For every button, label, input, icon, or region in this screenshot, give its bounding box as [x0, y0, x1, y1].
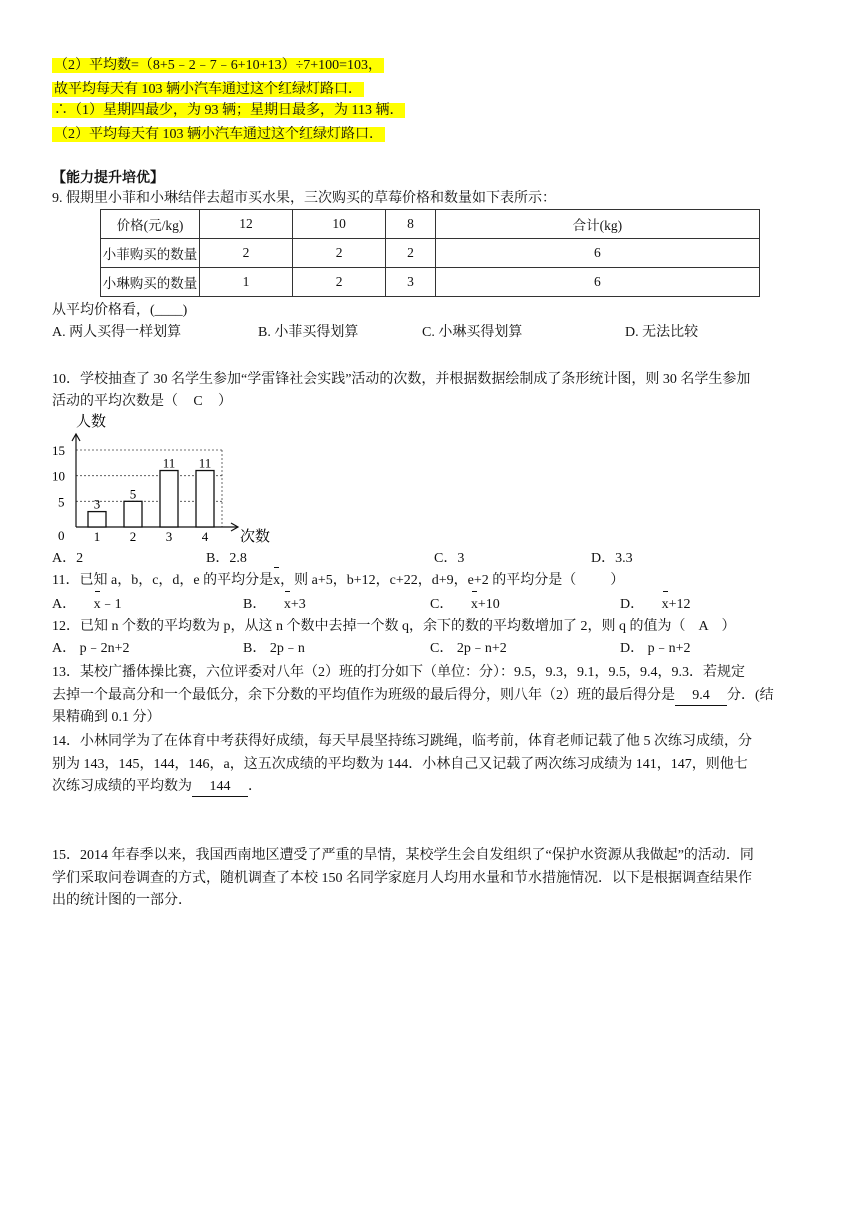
table-cell: 小菲购买的数量: [101, 239, 200, 268]
q11-option-a: A． x﹣1: [52, 597, 122, 612]
x-tick-label: 2: [129, 529, 137, 544]
table-cell: 3: [386, 268, 436, 297]
q14-line-1: 14．小林同学为了在体育中考获得好成绩，每天早晨坚持练习跳绳，临考前，体育老师记载了他 5 次练习成绩，分: [52, 734, 752, 749]
x-bar-symbol: x: [273, 573, 281, 588]
q13-line-2: 去掉一个最高分和一个最低分，余下分数的平均值作为班级的最后得分，则八年（2）班的最后得分是 9.4 分．(结: [52, 687, 774, 706]
answer-line-2: 故平均每天有 103 辆小汽车通过这个红绿灯路口．: [54, 82, 362, 97]
q13-answer-blank: 9.4: [675, 687, 727, 706]
q9-option-d: D. 无法比较: [625, 325, 699, 340]
y-tick-label: 0: [58, 528, 65, 543]
q12-answer: A: [698, 619, 709, 634]
y-tick-label: 15: [52, 443, 65, 458]
q14-answer-blank: 144: [192, 778, 248, 797]
y-tick-label: 5: [58, 494, 65, 510]
table-cell: 8: [386, 210, 436, 239]
x-axis-label: 次数: [240, 529, 271, 545]
q11-option-b: B． x+3: [243, 597, 306, 612]
q12-option-a: A． p﹣2n+2: [52, 641, 130, 656]
table-header-row: [101, 210, 760, 239]
q9-option-a: A. 两人买得一样划算: [52, 325, 182, 340]
x-bar-symbol: x: [283, 597, 291, 612]
chart-bars: [88, 456, 214, 544]
q10-stem-line-1: 10．学校抽查了 30 名学生参加“学雷锋社会实践”活动的次数，并根据数据绘制成了条形统计图，则 30 名学生参加: [52, 372, 751, 387]
table-cell: 2: [200, 239, 293, 268]
q11-option-c: C． x+10: [430, 597, 500, 612]
bar: [160, 471, 178, 527]
x-bar-symbol: x: [470, 597, 478, 612]
bar-value-label: 11: [198, 455, 212, 471]
table-cell: 6: [435, 268, 759, 297]
q15-line-3: 出的统计图的一部分．: [52, 893, 192, 908]
y-tick-label: 10: [52, 468, 65, 484]
table-cell: 小琳购买的数量: [101, 268, 200, 297]
table-row: [101, 239, 760, 268]
q12-stem: 12．已知 n 个数的平均数为 p，从这 n 个数中去掉一个数 q，余下的数的平均数增加了 2，则 q 的值为（ A ）: [52, 619, 736, 634]
q13-line-1: 13．某校广播体操比赛，六位评委对八年（2）班的打分如下（单位：分）：9.5，9.3，9.1，9.5，9.4，9.3．若规定: [52, 665, 745, 680]
q10-answer: C: [193, 394, 203, 409]
q15-line-1: 15．2014 年春季以来，我国西南地区遭受了严重的旱情，某校学生会自发组织了“保护水资源从我做起”的活动．同: [52, 848, 754, 863]
table-row: [101, 268, 760, 297]
q10-option-c: C．3: [434, 551, 465, 566]
q9-question: 从平均价格看，(____): [52, 303, 188, 318]
x-tick-label: 3: [165, 529, 173, 544]
table-cell: 2: [386, 239, 436, 268]
table-cell: 6: [435, 239, 759, 268]
q10-option-a: A．2: [52, 551, 84, 566]
q9-price-table: [100, 209, 760, 297]
bar: [88, 512, 106, 527]
q13-line-3: 果精确到 0.1 分）: [52, 710, 161, 725]
table-cell: 合计(kg): [435, 210, 759, 239]
table-cell: 10: [293, 210, 386, 239]
bar-value-label: 3: [93, 496, 101, 512]
q14-line-3: 次练习成绩的平均数为 144 ．: [52, 778, 262, 797]
table-cell: 12: [200, 210, 293, 239]
q12-option-d: D． p﹣n+2: [620, 641, 691, 656]
x-bar-symbol: x: [93, 597, 101, 612]
x-tick-label: 1: [93, 529, 101, 544]
table-cell: 价格(元/kg): [101, 210, 200, 239]
q10-option-d: D．3.3: [591, 551, 633, 566]
answer-line-4: （2）平均每天有 103 辆小汽车通过这个红绿灯路口．: [54, 127, 383, 142]
q11-option-d: D． x+12: [620, 597, 691, 612]
table-cell: 2: [293, 239, 386, 268]
q12-option-c: C． 2p﹣n+2: [430, 641, 507, 656]
x-tick-label: 4: [201, 529, 209, 544]
table-cell: 2: [293, 268, 386, 297]
q14-line-2: 别为 143，145，144，146，a，这五次成绩的平均数为 144．小林自己又记载了两次练习成绩为 141，147，则他七: [52, 757, 748, 772]
bar-value-label: 5: [129, 486, 137, 502]
bar: [124, 501, 142, 527]
q10-stem-line-2: 活动的平均次数是（ C ）: [52, 394, 232, 409]
answer-line-1: （2）平均数=（8+5﹣2﹣7﹣6+10+13）÷7+100=103，: [54, 58, 383, 73]
q10-option-b: B．2.8: [206, 551, 247, 566]
q9-option-b: B. 小菲买得划算: [258, 325, 359, 340]
q9-option-c: C. 小琳买得划算: [422, 325, 523, 340]
answer-line-3: ∴（1）星期四最少，为 93 辆；星期日最多，为 113 辆．: [54, 103, 404, 118]
bar: [196, 471, 214, 527]
q15-line-2: 学们采取问卷调查的方式，随机调查了本校 150 名同学家庭月人均用水量和节水措施情况．以下是根据调查结果作: [52, 871, 752, 886]
chart-y-ticks: [52, 443, 65, 543]
section-title: 【能力提升培优】: [52, 171, 164, 186]
y-axis-label: 人数: [76, 414, 107, 430]
q11-stem: 11．已知 a，b，c，d，e 的平均分是x，则 a+5，b+12，c+22，d+9，e+2 的平均分是（ ）: [52, 573, 625, 588]
table-cell: 1: [200, 268, 293, 297]
q10-bar-chart: [50, 412, 280, 547]
q12-option-b: B． 2p﹣n: [243, 641, 305, 656]
q9-stem: 9. 假期里小菲和小琳结伴去超市买水果，三次购买的草莓价格和数量如下表所示：: [52, 191, 556, 206]
x-bar-symbol: x: [661, 597, 669, 612]
bar-value-label: 11: [162, 455, 176, 471]
